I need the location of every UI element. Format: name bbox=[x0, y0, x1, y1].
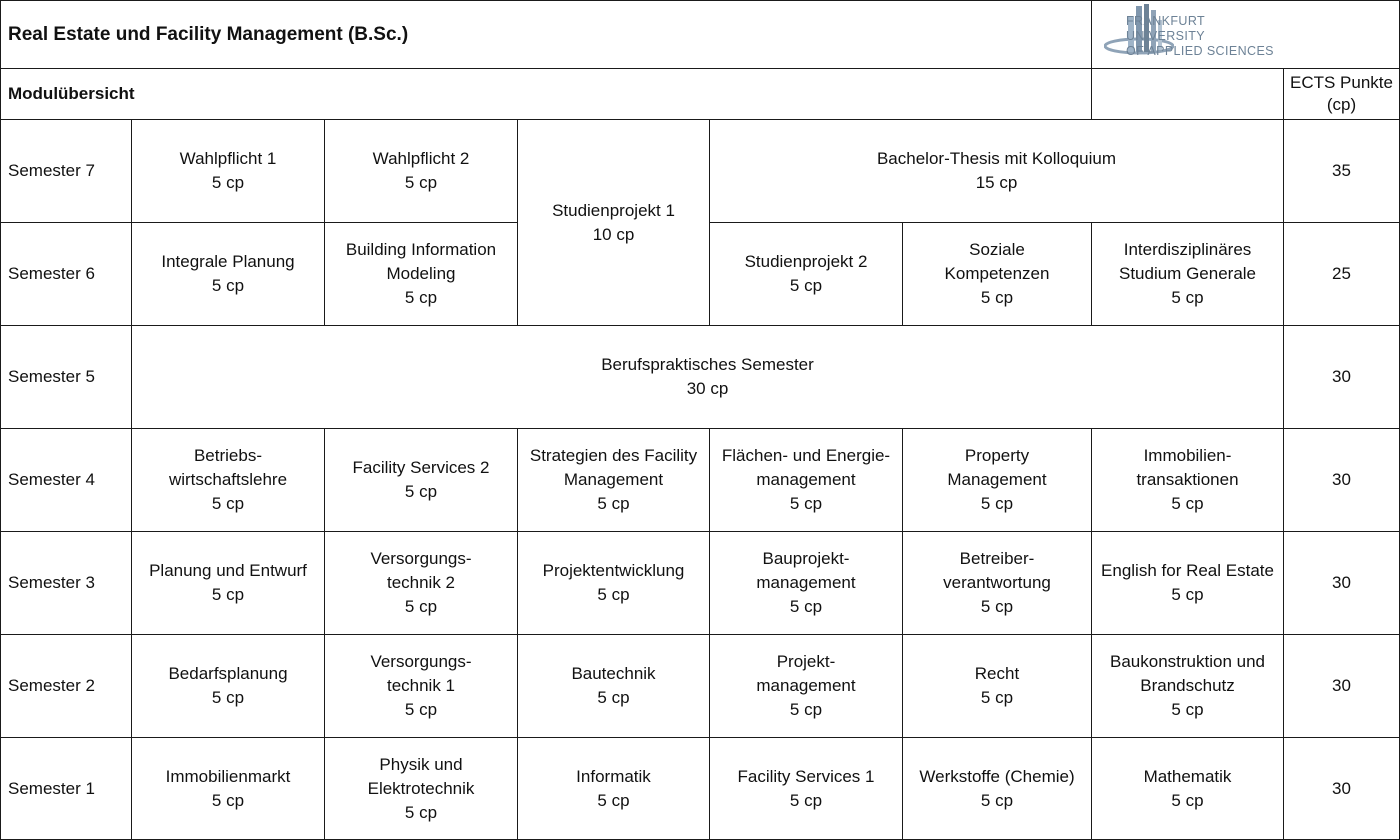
ects-value: 35 bbox=[1283, 119, 1400, 223]
module-cell: Recht 5 cp bbox=[902, 634, 1092, 738]
module-cell: Informatik 5 cp bbox=[517, 737, 710, 840]
ects-value: 25 bbox=[1283, 222, 1400, 326]
semester-label: Semester 5 bbox=[0, 325, 132, 429]
module-cell: Betreiber- verantwortung 5 cp bbox=[902, 531, 1092, 635]
semester-label: Semester 6 bbox=[0, 222, 132, 326]
semester-label: Semester 1 bbox=[0, 737, 132, 840]
module-cell: Property Management 5 cp bbox=[902, 428, 1092, 532]
semester-label: Semester 3 bbox=[0, 531, 132, 635]
ects-value: 30 bbox=[1283, 325, 1400, 429]
module-cell: English for Real Estate 5 cp bbox=[1091, 531, 1284, 635]
ects-header: ECTS Punkte (cp) bbox=[1283, 68, 1400, 120]
module-cell: Werkstoffe (Chemie) 5 cp bbox=[902, 737, 1092, 840]
module-cell: Betriebs- wirtschaftslehre 5 cp bbox=[131, 428, 325, 532]
module-cell: Immobilienmarkt 5 cp bbox=[131, 737, 325, 840]
module-cell: Planung und Entwurf 5 cp bbox=[131, 531, 325, 635]
module-cell: Studienprojekt 2 5 cp bbox=[709, 222, 903, 326]
module-cell: Versorgungs- technik 1 5 cp bbox=[324, 634, 518, 738]
module-overview-label: Modulübersicht bbox=[0, 68, 1092, 120]
module-cell: Bedarfsplanung 5 cp bbox=[131, 634, 325, 738]
ects-value: 30 bbox=[1283, 737, 1400, 840]
module-cell: Building Information Modeling 5 cp bbox=[324, 222, 518, 326]
university-logo bbox=[1104, 2, 1284, 64]
module-cell: Wahlpflicht 1 5 cp bbox=[131, 119, 325, 223]
ects-value: 30 bbox=[1283, 634, 1400, 738]
module-cell: Mathematik 5 cp bbox=[1091, 737, 1284, 840]
module-cell: Bautechnik 5 cp bbox=[517, 634, 710, 738]
module-cell: Immobilien- transaktionen 5 cp bbox=[1091, 428, 1284, 532]
ects-value: 30 bbox=[1283, 531, 1400, 635]
module-cell: Projektentwicklung 5 cp bbox=[517, 531, 710, 635]
module-cell: Facility Services 1 5 cp bbox=[709, 737, 903, 840]
subheader-spacer bbox=[1091, 68, 1284, 120]
logo-text-line2: UNIVERSITY bbox=[1126, 28, 1206, 43]
module-cell: Facility Services 2 5 cp bbox=[324, 428, 518, 532]
ects-value: 30 bbox=[1283, 428, 1400, 532]
module-cell: Baukonstruktion und Brandschutz 5 cp bbox=[1091, 634, 1284, 738]
module-cell: Strategien des Facility Management 5 cp bbox=[517, 428, 710, 532]
module-cell: Bachelor-Thesis mit Kolloquium 15 cp bbox=[709, 119, 1284, 223]
module-cell: Flächen- und Energie- management 5 cp bbox=[709, 428, 903, 532]
program-title: Real Estate und Facility Management (B.Sc.) bbox=[0, 0, 1092, 69]
module-cell: Wahlpflicht 2 5 cp bbox=[324, 119, 518, 223]
module-cell: Soziale Kompetenzen 5 cp bbox=[902, 222, 1092, 326]
logo-text-line1: FRANKFURT bbox=[1126, 13, 1206, 28]
semester-label: Semester 7 bbox=[0, 119, 132, 223]
module-cell: Versorgungs- technik 2 5 cp bbox=[324, 531, 518, 635]
module-cell: Studienprojekt 1 10 cp bbox=[517, 119, 710, 326]
semester-label: Semester 4 bbox=[0, 428, 132, 532]
semester-label: Semester 2 bbox=[0, 634, 132, 738]
module-cell: Physik und Elektrotechnik 5 cp bbox=[324, 737, 518, 840]
module-cell: Bauprojekt- management 5 cp bbox=[709, 531, 903, 635]
module-cell: Projekt- management 5 cp bbox=[709, 634, 903, 738]
module-cell: Berufspraktisches Semester 30 cp bbox=[131, 325, 1284, 429]
module-cell: Integrale Planung 5 cp bbox=[131, 222, 325, 326]
module-cell: Interdisziplinäres Studium Generale 5 cp bbox=[1091, 222, 1284, 326]
logo-text-line3: OF APPLIED SCIENCES bbox=[1126, 43, 1274, 58]
